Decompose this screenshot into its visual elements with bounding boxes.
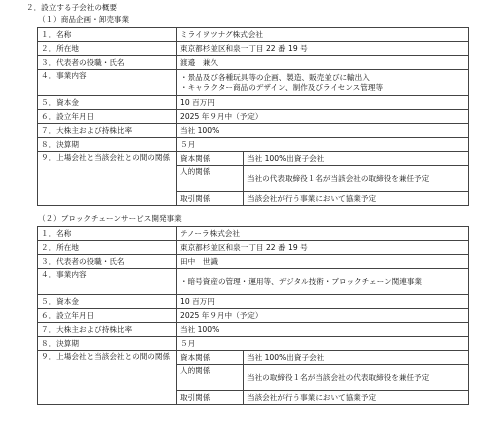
table-row	[38, 323, 469, 337]
relations-label-text: ９．上場会社と当該会社との間の関係	[41, 153, 171, 162]
address-label: ２．所在地	[38, 42, 177, 56]
shareholder-label: ７．大株主および持株比率	[38, 323, 177, 337]
personnel-relation-value	[244, 166, 469, 192]
table-row	[38, 138, 469, 152]
name-value: テノーラ株式会社	[177, 227, 469, 241]
table-row	[38, 70, 469, 96]
relations-label-text: ９．上場会社と当該会社との間の関係	[41, 352, 171, 361]
table-row	[38, 152, 469, 206]
company-table-1	[37, 27, 469, 206]
representative-label: ３．代表者の役職・氏名	[38, 255, 177, 269]
shareholder-label: ７．大株主および持株比率	[38, 124, 177, 138]
relation-row	[177, 152, 468, 166]
shareholder-value: 当社 100%	[177, 124, 469, 138]
table-row	[38, 295, 469, 309]
established-label: ６．設立年月日	[38, 309, 177, 323]
capital-label: ５．資本金	[38, 96, 177, 110]
trade-relation-value: 当該会社が行う事業において協業予定	[244, 192, 469, 206]
company-table-2	[37, 226, 469, 405]
capital-value: 10 百万円	[177, 96, 469, 110]
business-value	[177, 70, 469, 96]
table-row	[38, 269, 469, 295]
personnel-relation-text: 当社の代表取締役１名が当該会社の取締役を兼任予定	[247, 173, 430, 183]
established-value: 2025 年９月中（予定）	[177, 309, 469, 323]
table-row	[38, 227, 469, 241]
fiscal-value: ５月	[177, 337, 469, 351]
business-line: ・景品及び各種玩具等の企画、製造、販売並びに輸出入	[180, 73, 370, 83]
address-value: 東京都杉並区和泉一丁目 22 番 19 号	[177, 42, 469, 56]
capital-relation-label: 資本関係	[177, 152, 244, 166]
name-value: ミライヲツナグ株式会社	[177, 28, 469, 42]
table-row	[38, 255, 469, 269]
fiscal-label: ８．決算期	[38, 337, 177, 351]
established-label: ６．設立年月日	[38, 110, 177, 124]
table-row	[38, 28, 469, 42]
fiscal-label: ８．決算期	[38, 138, 177, 152]
relation-row	[177, 365, 468, 391]
subsection-title-1: （１）商品企画・卸売事業	[38, 15, 130, 24]
address-label: ２．所在地	[38, 241, 177, 255]
relation-row	[177, 192, 468, 206]
relations-value	[177, 351, 469, 405]
personnel-relation-text: 当社の取締役１名が当該会社の代表取締役を兼任予定	[247, 372, 430, 382]
relations-label	[38, 351, 177, 405]
table-row	[38, 56, 469, 70]
personnel-relation-label: 人的関係	[177, 365, 244, 391]
capital-value: 10 百万円	[177, 295, 469, 309]
name-label: １．名称	[38, 227, 177, 241]
table-row	[38, 309, 469, 323]
table-row	[38, 42, 469, 56]
section-heading: ２．設立する子会社の概要	[26, 3, 118, 12]
trade-relation-label: 取引関係	[177, 391, 244, 405]
name-label: １．名称	[38, 28, 177, 42]
shareholder-value: 当社 100%	[177, 323, 469, 337]
business-line: ・キャラクター商品のデザイン、制作及びライセンス管理等	[180, 82, 384, 92]
capital-relation-value: 当社 100%出資子会社	[244, 152, 469, 166]
relations-table	[177, 351, 468, 404]
representative-value: 田中 世識	[177, 255, 469, 269]
representative-value: 渡邉 兼久	[177, 56, 469, 70]
personnel-relation-value	[244, 365, 469, 391]
representative-label: ３．代表者の役職・氏名	[38, 56, 177, 70]
relation-row	[177, 391, 468, 405]
relations-value	[177, 152, 469, 206]
trade-relation-value: 当該会社が行う事業において協業予定	[244, 391, 469, 405]
business-value	[177, 269, 469, 295]
table-row	[38, 96, 469, 110]
subsection-title-2: （２）ブロックチェーンサービス開発事業	[38, 214, 182, 223]
established-value: 2025 年９月中（予定）	[177, 110, 469, 124]
table-row	[38, 110, 469, 124]
business-line: ・暗号資産の管理・運用等、デジタル技術・ブロックチェーン関連事業	[180, 276, 423, 286]
table-row	[38, 351, 469, 405]
fiscal-value: ５月	[177, 138, 469, 152]
personnel-relation-label: 人的関係	[177, 166, 244, 192]
trade-relation-label: 取引関係	[177, 192, 244, 206]
business-label: ４．事業内容	[38, 70, 177, 96]
capital-relation-value: 当社 100%出資子会社	[244, 351, 469, 365]
relations-label	[38, 152, 177, 206]
capital-relation-label: 資本関係	[177, 351, 244, 365]
relations-table	[177, 152, 468, 205]
relation-row	[177, 166, 468, 192]
capital-label: ５．資本金	[38, 295, 177, 309]
business-label: ４．事業内容	[38, 269, 177, 295]
relation-row	[177, 351, 468, 365]
table-row	[38, 337, 469, 351]
table-row	[38, 241, 469, 255]
address-value: 東京都杉並区和泉一丁目 22 番 19 号	[177, 241, 469, 255]
table-row	[38, 124, 469, 138]
